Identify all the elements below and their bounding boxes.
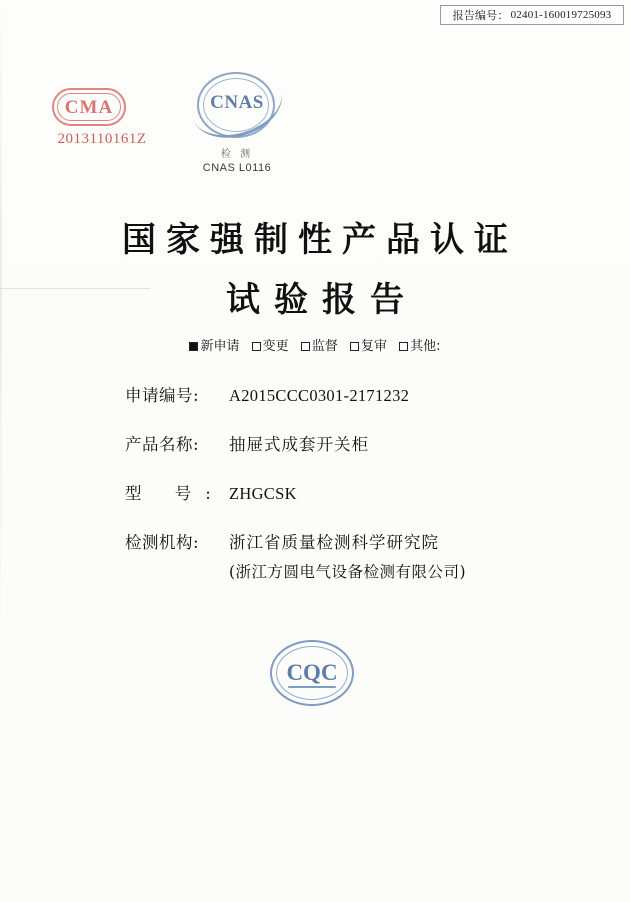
checkbox-other-icon[interactable] xyxy=(399,342,408,351)
option-other[interactable] xyxy=(399,335,440,354)
option-label-change: 变更 xyxy=(262,339,289,354)
checkbox-review-icon[interactable] xyxy=(350,342,359,351)
scan-artifact-edge xyxy=(0,0,2,902)
option-label-review: 复审 xyxy=(360,339,387,354)
checkbox-new-application-icon[interactable] xyxy=(189,342,198,351)
option-label-supervision: 监督 xyxy=(311,339,338,354)
cnas-circle-icon xyxy=(189,70,285,144)
option-new-application[interactable] xyxy=(189,335,239,354)
field-label-application-number: 申请编号: xyxy=(125,386,200,405)
cqc-underline xyxy=(288,686,336,688)
field-model xyxy=(125,480,555,504)
option-change[interactable] xyxy=(252,335,289,354)
field-value-testing-organization-sub: (浙江方圆电气设备检测有限公司) xyxy=(229,563,467,581)
field-value-testing-organization: 浙江省质量检测科学研究院 xyxy=(229,533,439,552)
cqc-logo xyxy=(266,640,358,710)
checkbox-supervision-icon[interactable] xyxy=(301,342,310,351)
cnas-accreditation-number: CNAS L0116 xyxy=(202,162,272,174)
document-title-line1: 国家强制性产品认证 xyxy=(122,220,518,260)
cma-oval-icon xyxy=(52,88,126,126)
cnas-mark xyxy=(178,70,296,174)
option-label-new-application: 新申请 xyxy=(200,339,240,354)
field-product-name xyxy=(125,431,555,455)
option-review[interactable] xyxy=(350,335,387,354)
application-type-options xyxy=(0,335,630,354)
field-value-product-name: 抽屉式成套开关柜 xyxy=(229,435,369,454)
cqc-letters: CQC xyxy=(286,660,338,685)
field-value-model: ZHGCSK xyxy=(229,484,297,503)
report-number-label: 报告编号： xyxy=(452,9,509,22)
cnas-cn-label: 检 测 xyxy=(220,149,254,160)
cma-code: 2013110161Z xyxy=(57,131,147,147)
field-label-model: 型 号: xyxy=(125,484,225,503)
field-application-number xyxy=(125,382,555,406)
field-label-product-name: 产品名称: xyxy=(125,435,200,454)
option-label-other: 其他: xyxy=(410,339,441,354)
field-label-testing-organization: 检测机构: xyxy=(125,533,200,552)
cma-mark xyxy=(44,88,164,148)
field-testing-organization xyxy=(125,529,555,553)
option-supervision[interactable] xyxy=(301,335,338,354)
report-fields xyxy=(125,382,555,604)
checkbox-change-icon[interactable] xyxy=(252,342,261,351)
report-number-value: 02401-160019725093 xyxy=(510,9,612,21)
cnas-letters: CNAS xyxy=(210,92,264,113)
cma-letters: CMA xyxy=(64,97,114,118)
report-number-box xyxy=(440,5,624,25)
document-title-line2: 试验报告 xyxy=(226,280,418,320)
field-value-application-number: A2015CCC0301-2171232 xyxy=(229,386,410,405)
